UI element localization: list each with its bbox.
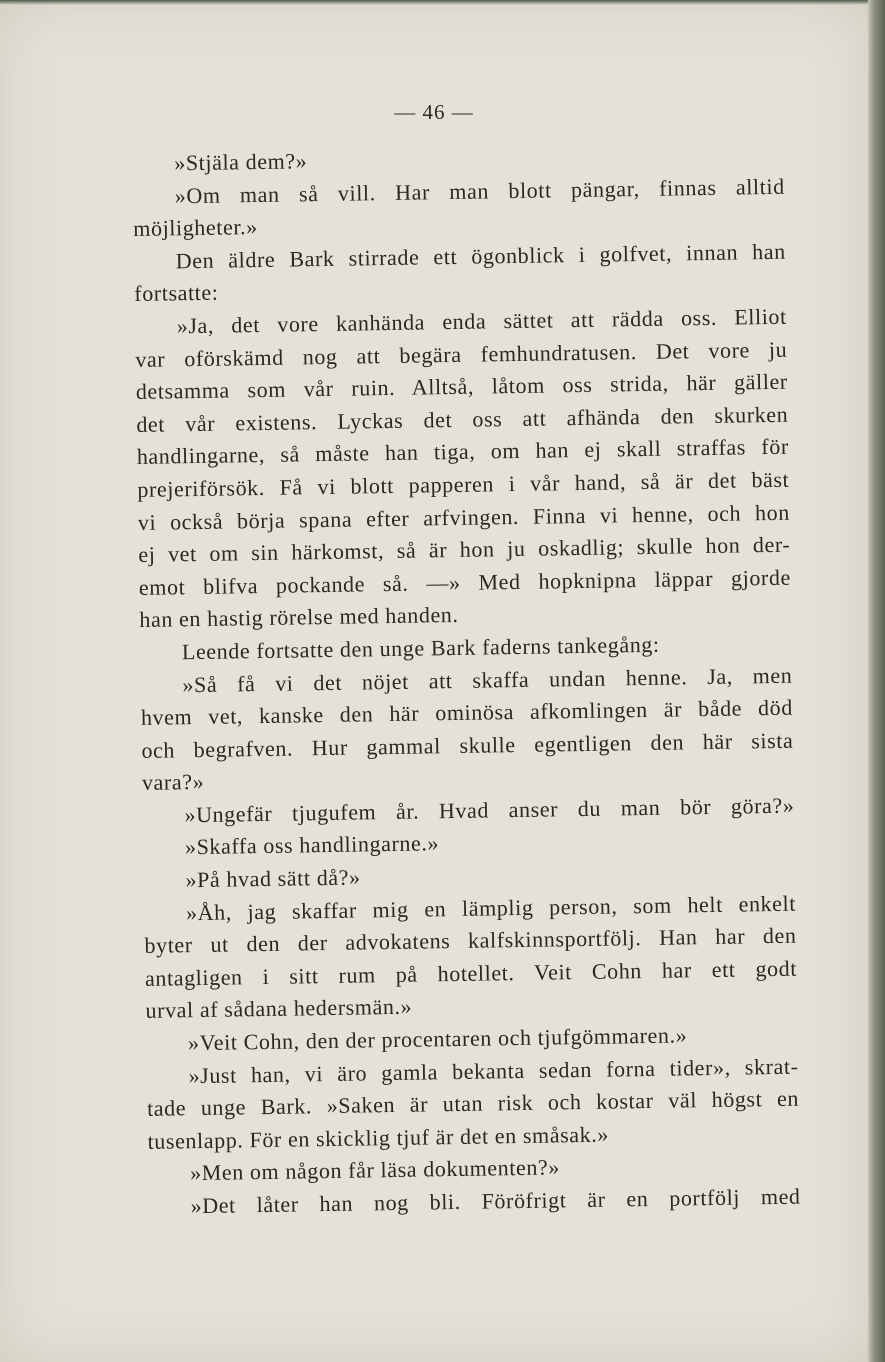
text-line: byter ut den der advokatens kalfskinnsportfölj. Han har den xyxy=(144,922,797,959)
text-line: »Skaffa oss handlingarne.» xyxy=(184,830,440,860)
text-line: »Åh, jag skaffar mig en lämplig person, som helt enkelt xyxy=(185,890,797,925)
text-line: »Så få vi det nöjet att skaffa undan henne. Ja, men xyxy=(182,662,793,697)
text-line: urval af sådana hedersmän.» xyxy=(145,994,413,1024)
text-line: »Stjäla dem?» xyxy=(174,148,308,176)
text-line: fortsatte: xyxy=(134,280,219,307)
page-binding-edge xyxy=(868,0,885,1362)
text-line: »Men om någon får läsa dokumenten?» xyxy=(189,1154,561,1186)
text-line: tade unge Bark. »Saken är utan risk och kostar väl högst en xyxy=(146,1085,800,1122)
text-line: »Ungefär tjugufem år. Hvad anser du man bör göra?» xyxy=(184,792,795,828)
text-line: emot blifva pockande så. —» Med hopknipna läppar gjorde xyxy=(138,564,792,600)
text-line: vara?» xyxy=(141,769,205,796)
body-text xyxy=(132,138,801,1224)
text-line: ej vet om sin härkomst, så är hon ju oskadlig; skulle hon der- xyxy=(138,531,791,568)
text-line: »På hvad sätt då?» xyxy=(185,864,361,893)
text-line: detsamma som vår ruin. Alltså, låtom oss strida, här gäller xyxy=(135,368,788,405)
text-line: hvem vet, kanske den här ominösa afkomlingen är både död xyxy=(140,694,794,731)
text-line: och begrafven. Hur gammal skulle egentligen den här sista xyxy=(141,727,794,763)
text-line: Leende fortsatte den unge Bark faderns tankegång: xyxy=(181,631,660,665)
text-line: han en hastig rörelse med handen. xyxy=(139,602,459,633)
text-line: prejeriförsök. Få vi blott papperen i vår hand, så är det bäst xyxy=(137,466,790,502)
text-line: det vår existens. Lyckas det oss att afhända den skurken xyxy=(136,401,789,437)
page-number: — 46 — xyxy=(394,100,474,124)
text-line: var oförskämd nog att begära femhundratusen. Det vore ju xyxy=(135,336,788,372)
text-line: vi också börja spana efter arfvingen. Finna vi henne, och hon xyxy=(137,499,790,535)
text-line: »Om man så vill. Har man blott pängar, finnas alltid xyxy=(174,173,785,208)
text-line: »Veit Cohn, den der procentaren och tjufgömmaren.» xyxy=(187,1022,688,1056)
text-line: »Just han, vi äro gamla bekanta sedan forna tider», skrat- xyxy=(188,1053,799,1088)
text-line: antagligen i sitt rum på hotellet. Veit Cohn har ett godt xyxy=(144,955,798,991)
text-line: tusenlapp. För en skicklig tjuf är det en småsak.» xyxy=(147,1121,610,1154)
text-line: handlingarne, så måste han tiga, om han ej skall straffas för xyxy=(136,434,789,470)
text-line: »Det låter han nog bli. Föröfrigt är en portfölj med xyxy=(190,1183,801,1219)
text-line: möjligheter.» xyxy=(133,214,258,242)
text-line: »Ja, det vore kanhända enda sättet att rädda oss. Elliot xyxy=(176,303,787,339)
text-line: Den äldre Bark stirrade ett ögonblick i golfvet, innan han xyxy=(175,238,786,274)
page-top-edge xyxy=(0,0,868,5)
